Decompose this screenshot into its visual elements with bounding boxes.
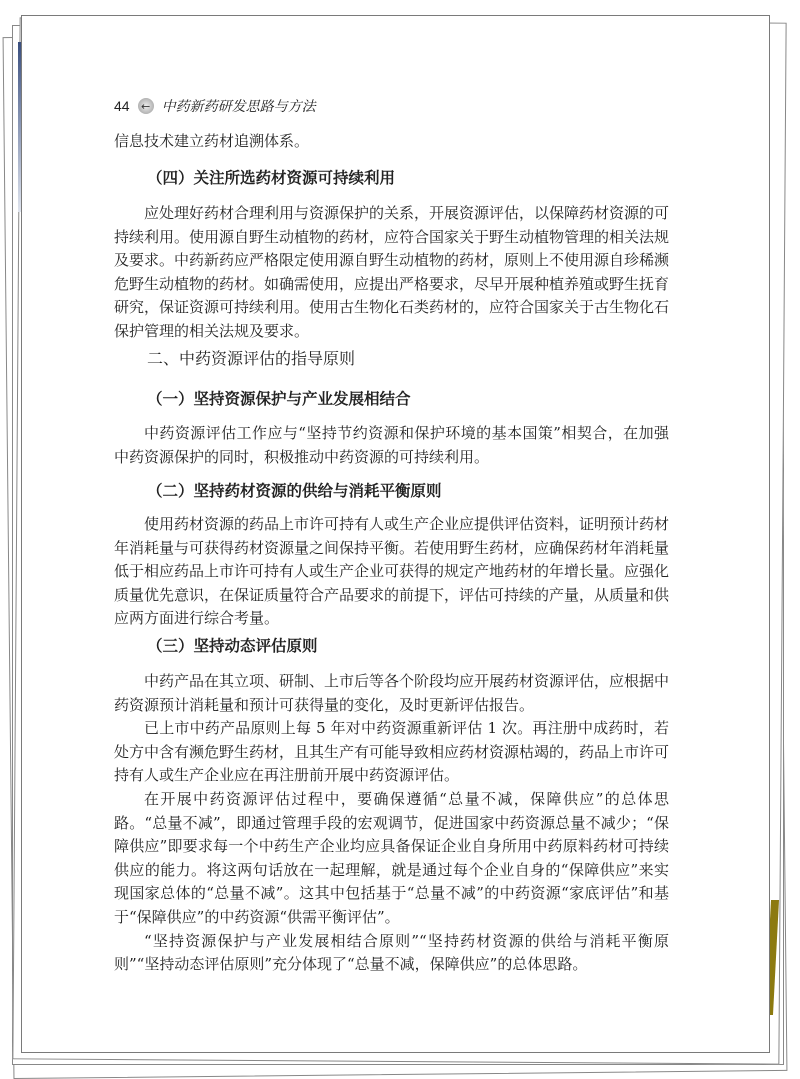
paragraph-principle2: 使用药材资源的药品上市许可持有人或生产企业应提供评估资料，证明预计药材年消耗量与可获得药材资源量之间保持平衡。若使用野生药材，应确保药材年消耗量低于相应药品上市许可持有人或生产企业可获得的规定产地药材的年增长量。应强化质量优先意识，在保证质量符合产品要求的前提下，评估可持续的产量，从质量和供应两方面进行综合考量。 bbox=[114, 515, 670, 628]
intro-line: 信息技术建立药材追溯体系。 bbox=[114, 132, 310, 150]
paragraph: 中药产品在其立项、研制、上市后等各个阶段均应开展药材资源评估，应根据中药资源预计消耗量和预计可获得量的变化，及时更新评估报告。 bbox=[114, 672, 670, 714]
paragraph: 已上市中药产品原则上每 5 年对中药资源重新评估 1 次。再注册中成药时，若处方中含有濒危野生药材，且其生产有可能导致相应药材资源枯竭的，药品上市许可持有人或生产企业应在再注册前开展中药资源评估。 bbox=[114, 719, 670, 785]
page-number: 44 bbox=[114, 98, 130, 114]
paragraphs-principle3 bbox=[114, 670, 669, 977]
heading-section2: 二、中药资源评估的指导原则 bbox=[147, 349, 356, 368]
paragraph-principle1: 中药资源评估工作应与“坚持节约资源和保护环境的基本国策”相契合，在加强中药资源保护的同时，积极推动中药资源的可持续利用。 bbox=[114, 424, 669, 466]
heading-sec4: （四）关注所选药材资源可持续利用 bbox=[147, 168, 396, 187]
book-title: 中药新药研发思路与方法 bbox=[161, 99, 316, 115]
heading-principle2: （二）坚持药材资源的供给与消耗平衡原则 bbox=[147, 481, 442, 500]
book-page bbox=[21, 15, 770, 1053]
heading-principle3: （三）坚持动态评估原则 bbox=[147, 636, 318, 655]
arrow-left-icon[interactable]: ← bbox=[138, 98, 154, 114]
running-header bbox=[114, 96, 316, 116]
paragraph: 在开展中药资源评估过程中，要确保遵循“总量不减，保障供应”的总体思路。“总量不减”，即通过管理手段的宏观调节，促进国家中药资源总量不减少；“保障供应”即要求每一个中药生产企业均应具备保证企业自身所用中药原料药材可持续供应的能力。将这两句话放在一起理解，就是通过每个企业自身的“保障供应”来实现国家总体的“总量不减”。这其中包括基于“总量不减”的中药资源“家底评估”和基于“保障供应”的中药资源“供需平衡评估”。 bbox=[114, 789, 669, 926]
paragraph-sec4: 应处理好药材合理利用与资源保护的关系，开展资源评估，以保障药材资源的可持续利用。使用源自野生动植物的药材，应符合国家关于野生动植物管理的相关法规及要求。中药新药应严格限定使用源自野生动植物的药材，原则上不使用源自珍稀濒危野生动植物的药材。如确需使用，应提出严格要求，尽早开展种植养殖或野生抚育研究，保证资源可持续利用。使用古生物化石类药材的，应符合国家关于古生物化石保护管理的相关法规及要求。 bbox=[114, 204, 670, 340]
heading-principle1: （一）坚持资源保护与产业发展相结合 bbox=[147, 389, 411, 408]
paragraph: “坚持资源保护与产业发展相结合原则”“坚持药材资源的供给与消耗平衡原则”“坚持动态评估原则”充分体现了“总量不减，保障供应”的总体思路。 bbox=[114, 931, 669, 974]
